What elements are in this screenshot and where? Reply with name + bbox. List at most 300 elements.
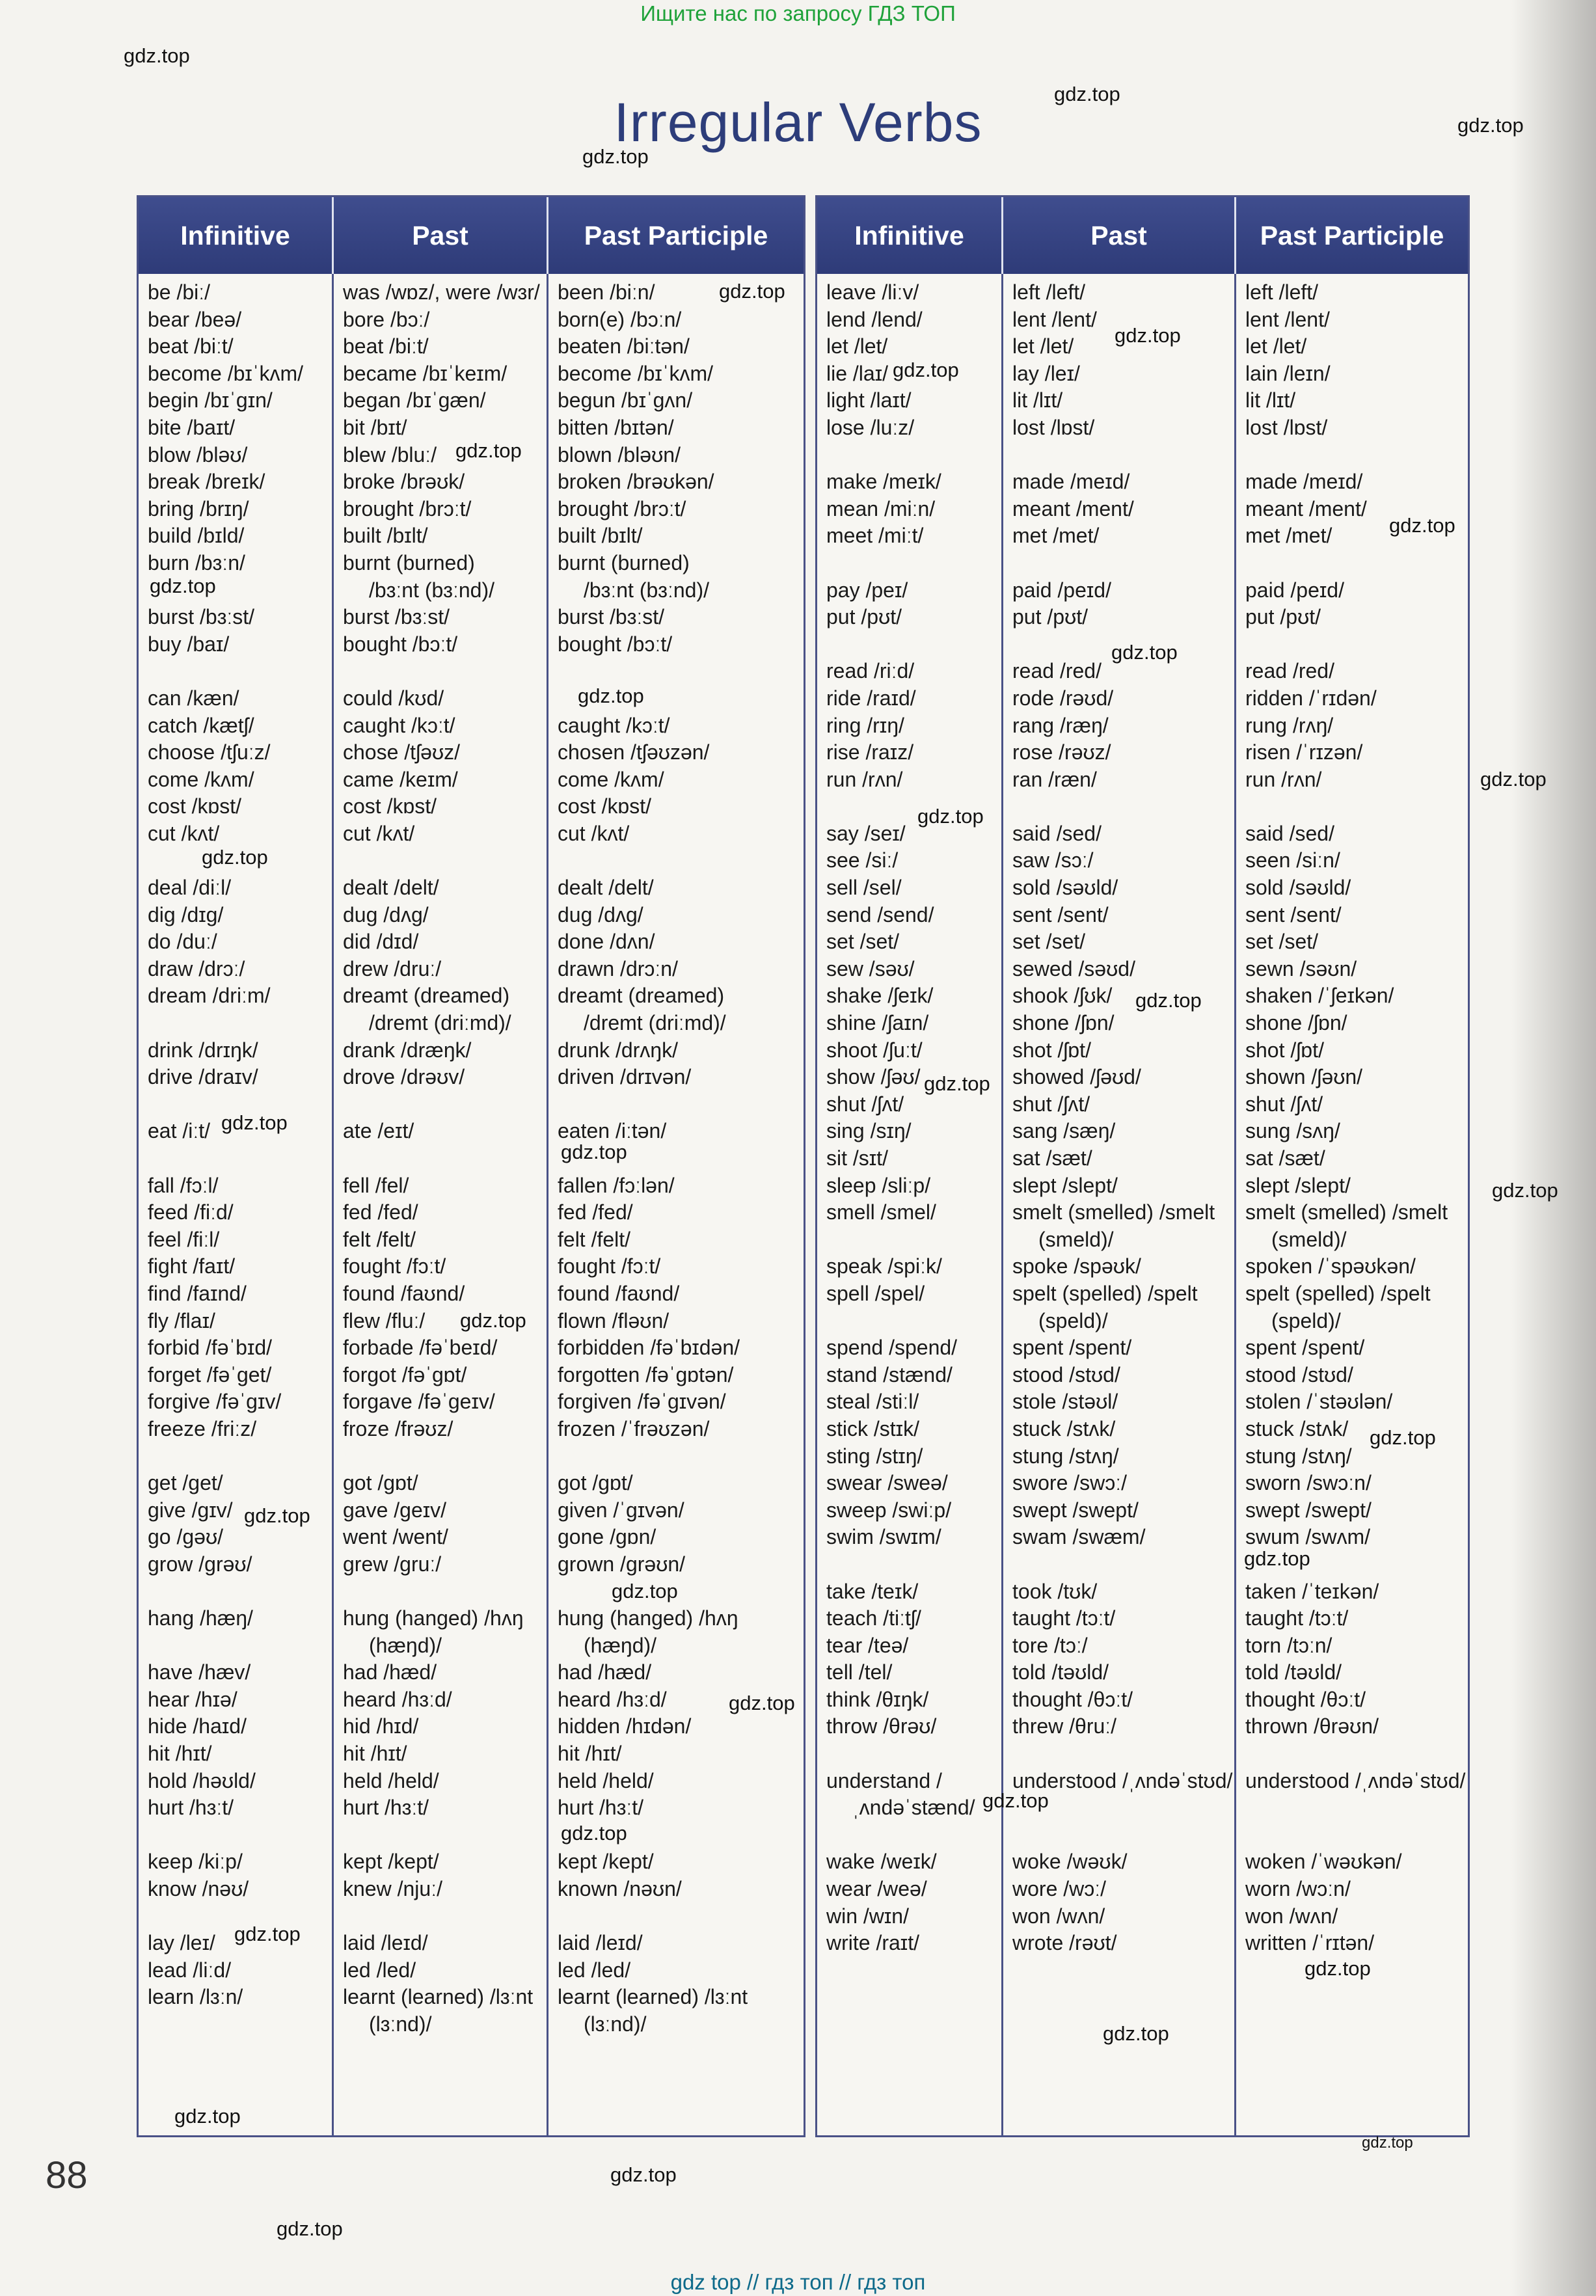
table-cell: grow /ɡrəʊ/	[148, 1552, 252, 1576]
table-cell: /bɜːnt (bɜːnd)/	[584, 578, 709, 602]
table-cell: hung (hanged) /hʌŋ	[343, 1606, 524, 1630]
table-cell: woke /wəʊk/	[1012, 1850, 1128, 1874]
watermark: gdz.top	[277, 2217, 343, 2240]
table-cell: stick /stɪk/	[826, 1416, 919, 1440]
watermark: gdz.top	[1362, 2134, 1413, 2152]
watermark: gdz.top	[1054, 83, 1120, 105]
table-cell: grown /ɡrəʊn/	[558, 1552, 686, 1576]
table-cell: went /went/	[343, 1525, 448, 1549]
table-cell: ˌʌndəˈstænd/	[852, 1796, 975, 1820]
table-cell	[558, 658, 804, 685]
table-cell: lost /lɒst/	[1245, 415, 1328, 439]
table-cell	[343, 847, 547, 874]
table-cell: drew /druː/	[343, 956, 442, 980]
table-cell	[1012, 1740, 1234, 1768]
bottom-banner-link[interactable]: gdz top // гдз топ // гдз топ	[670, 2270, 926, 2294]
table-cell: spoke /spəʊk/	[1012, 1254, 1141, 1278]
table-cell: lie /laɪ/	[826, 361, 888, 385]
past-participle-column	[548, 274, 804, 2137]
header-past-participle: Past Participle	[584, 220, 768, 250]
table-cell	[343, 1145, 547, 1172]
table-cell: shake /ʃeɪk/	[826, 984, 934, 1008]
table-cell: forgot /fəˈɡɒt/	[343, 1362, 467, 1386]
table-cell: swept /swept/	[1012, 1498, 1139, 1522]
watermark: gdz.top	[582, 145, 649, 168]
table-cell: read /red/	[1245, 659, 1334, 683]
watermark: gdz.top	[1115, 324, 1181, 347]
table-cell: fed /fed/	[343, 1200, 418, 1224]
table-cell: hid /hɪd/	[343, 1714, 419, 1738]
table-cell: left /left/	[1012, 280, 1086, 304]
table-cell: rung /rʌŋ/	[1245, 713, 1334, 737]
table-cell: speak /spiːk/	[826, 1254, 942, 1278]
table-cell: taught /tɔːt/	[1245, 1606, 1349, 1630]
table-cell: tell /tel/	[826, 1660, 893, 1684]
table-cell: (hæŋd)/	[584, 1633, 657, 1657]
table-cell: let /let/	[826, 334, 888, 358]
header-infinitive: Infinitive	[817, 197, 1003, 274]
page-edge-shadow	[1511, 0, 1596, 2296]
table-cell: felt /felt/	[558, 1227, 631, 1251]
watermark: gdz.top	[1389, 514, 1455, 537]
table-cell: let /let/	[1245, 334, 1307, 358]
table-cell: chosen /tʃəʊzən/	[558, 740, 710, 764]
table-cell: sat /sæt/	[1012, 1146, 1092, 1170]
table-cell: hide /haɪd/	[148, 1714, 247, 1738]
table-cell: rose /rəʊz/	[1012, 740, 1111, 764]
table-cell: write /raɪt/	[826, 1931, 919, 1955]
table-cell	[826, 1740, 1001, 1768]
watermark: gdz.top	[1111, 641, 1178, 664]
table-cell: fly /flaɪ/	[148, 1308, 215, 1332]
table-cell: bring /brɪŋ/	[148, 496, 249, 520]
table-cell: teach /tiːtʃ/	[826, 1606, 921, 1630]
table-cell: thought /θɔːt/	[1012, 1687, 1133, 1711]
table-cell: beaten /biːtən/	[558, 334, 690, 358]
watermark: gdz.top	[982, 1789, 1049, 1812]
table-cell: dream /driːm/	[148, 984, 271, 1008]
table-cell: shook /ʃʊk/	[1012, 984, 1113, 1008]
table-cell: /bɜːnt (bɜːnd)/	[369, 578, 494, 602]
table-cell: dreamt (dreamed)	[558, 984, 725, 1008]
table-cell: (speld)/	[1038, 1308, 1108, 1332]
table-cell: cost /kɒst/	[558, 794, 652, 818]
table-cell: understood /ˌʌndəˈstʊd/	[1012, 1768, 1233, 1792]
header-past: Past	[1003, 197, 1236, 274]
table-cell: stolen /ˈstəʊlən/	[1245, 1390, 1393, 1414]
table-cell: laid /leɪd/	[558, 1931, 643, 1955]
table-cell: set /set/	[1012, 930, 1086, 954]
table-cell: understood /ˌʌndəˈstʊd/	[1245, 1768, 1466, 1792]
table-cell	[826, 1308, 1001, 1335]
table-header-left	[139, 197, 804, 274]
table-cell: threw /θruː/	[1012, 1714, 1117, 1738]
table-cell	[1012, 442, 1234, 469]
infinitive-column	[817, 274, 1003, 2137]
table-cell	[148, 1010, 332, 1037]
table-cell: lent /lent/	[1012, 307, 1097, 331]
table-cell: sent /sent/	[1245, 902, 1342, 926]
table-cell: swear /sweə/	[826, 1471, 948, 1495]
table-cell: burst /bɜːst/	[343, 605, 450, 629]
table-cell: understand /	[826, 1768, 942, 1792]
watermark: gdz.top	[202, 846, 268, 869]
table-cell	[1245, 631, 1468, 658]
table-cell: bite /baɪt/	[148, 415, 236, 439]
table-cell: ring /rɪŋ/	[826, 713, 904, 737]
table-cell: let /let/	[1012, 334, 1074, 358]
table-cell	[558, 1903, 804, 1930]
table-cell: became /bɪˈkeɪm/	[343, 361, 507, 385]
table-cell: become /bɪˈkʌm/	[558, 361, 714, 385]
table-cell: spend /spend/	[826, 1336, 958, 1360]
table-cell: lost /lɒst/	[1012, 415, 1095, 439]
table-cell: come /kʌm/	[558, 767, 664, 791]
table-cell: drank /dræŋk/	[343, 1038, 472, 1062]
table-cell: blown /bləʊn/	[558, 442, 681, 466]
table-cell	[343, 1903, 547, 1930]
table-cell	[343, 1091, 547, 1118]
verbs-table-left	[137, 195, 805, 2137]
table-cell: knew /njuː/	[343, 1877, 442, 1901]
table-cell: ate /eɪt/	[343, 1119, 414, 1143]
table-cell: bought /bɔːt/	[343, 632, 458, 656]
table-cell: grew /ɡruː/	[343, 1552, 442, 1576]
watermark: gdz.top	[1103, 2022, 1169, 2045]
table-cell: led /led/	[558, 1958, 631, 1982]
table-cell: lain /leɪn/	[1245, 361, 1331, 385]
table-cell	[1245, 1794, 1468, 1822]
table-cell: lay /leɪ/	[148, 1931, 215, 1955]
watermark: gdz.top	[455, 439, 522, 462]
table-cell: sell /sel/	[826, 876, 902, 900]
table-cell: kept /kept/	[558, 1850, 654, 1874]
table-cell: taught /tɔːt/	[1012, 1606, 1116, 1630]
table-cell: show /ʃəʊ/	[826, 1065, 921, 1089]
table-cell: rang /ræŋ/	[1012, 713, 1109, 737]
table-cell: given /ˈɡɪvən/	[558, 1498, 684, 1522]
table-cell: draw /drɔː/	[148, 956, 245, 980]
table-cell: catch /kætʃ/	[148, 713, 254, 737]
table-cell	[1012, 1822, 1234, 1849]
table-cell: win /wɪn/	[826, 1904, 909, 1928]
table-cell: spell /spel/	[826, 1281, 925, 1305]
table-cell: sting /stɪŋ/	[826, 1444, 923, 1468]
table-cell: drunk /drʌŋk/	[558, 1038, 678, 1062]
table-cell: shut /ʃʌt/	[1012, 1092, 1090, 1116]
table-cell: won /wʌn/	[1012, 1904, 1105, 1928]
table-cell: found /faʊnd/	[558, 1281, 680, 1305]
table-cell: stand /stænd/	[826, 1362, 953, 1386]
table-cell: buy /baɪ/	[148, 632, 230, 656]
table-cell: eat /iːt/	[148, 1119, 211, 1143]
table-cell: showed /ʃəʊd/	[1012, 1065, 1141, 1089]
table-cell: lit /lɪt/	[1012, 388, 1063, 412]
table-cell	[826, 631, 1001, 658]
table-cell: told /təʊld/	[1245, 1660, 1342, 1684]
table-cell: make /meɪk/	[826, 470, 941, 494]
table-cell: mean /miːn/	[826, 496, 936, 520]
watermark: gdz.top	[729, 1692, 795, 1714]
table-cell: led /led/	[343, 1958, 416, 1982]
table-cell: hidden /hɪdən/	[558, 1714, 692, 1738]
table-cell: made /meɪd/	[1012, 470, 1130, 494]
table-cell: sent /sent/	[1012, 902, 1109, 926]
table-cell: sold /səʊld/	[1012, 876, 1118, 900]
watermark: gdz.top	[124, 44, 190, 67]
table-cell: take /teɪk/	[826, 1579, 919, 1603]
table-cell: sleep /sliːp/	[826, 1173, 931, 1197]
table-cell: froze /frəʊz/	[343, 1416, 453, 1440]
table-cell: (smeld)/	[1038, 1227, 1114, 1251]
table-cell	[148, 1632, 332, 1660]
table-cell: hit /hɪt/	[558, 1742, 622, 1766]
table-cell: begun /bɪˈɡʌn/	[558, 388, 693, 412]
table-cell: laid /leɪd/	[343, 1931, 428, 1955]
table-cell: go /ɡəʊ/	[148, 1525, 224, 1549]
table-cell: taken /ˈteɪkən/	[1245, 1579, 1379, 1603]
table-cell: shone /ʃɒn/	[1245, 1011, 1347, 1035]
table-cell: sung /sʌŋ/	[1245, 1119, 1340, 1143]
table-cell: bought /bɔːt/	[558, 632, 673, 656]
table-cell: sit /sɪt/	[826, 1146, 888, 1170]
table-cell: (smeld)/	[1271, 1227, 1347, 1251]
table-cell: leave /liːv/	[826, 280, 919, 304]
table-cell: stole /stəʊl/	[1012, 1390, 1118, 1414]
watermark: gdz.top	[234, 1923, 301, 1945]
table-cell: cut /kʌt/	[558, 821, 630, 845]
table-cell: met /met/	[1012, 524, 1100, 548]
table-cell: made /meɪd/	[1245, 470, 1363, 494]
table-cell: fell /fel/	[343, 1173, 409, 1197]
table-cell: beat /biːt/	[343, 334, 429, 358]
table-cell: wake /weɪk/	[826, 1850, 937, 1874]
table-cell: thrown /θrəʊn/	[1245, 1714, 1379, 1738]
table-cell: forgiven /fəˈɡɪvən/	[558, 1390, 726, 1414]
table-cell: come /kʌm/	[148, 767, 254, 791]
table-cell: left /left/	[1245, 280, 1319, 304]
table-cell: light /laɪt/	[826, 388, 912, 412]
table-cell	[826, 1822, 1001, 1849]
table-cell: lose /luːz/	[826, 415, 915, 439]
table-cell: paid /peɪd/	[1012, 578, 1111, 602]
table-cell: forgive /fəˈɡɪv/	[148, 1390, 282, 1414]
table-cell: stood /stʊd/	[1012, 1362, 1120, 1386]
table-cell: find /faɪnd/	[148, 1281, 247, 1305]
watermark: gdz.top	[1370, 1426, 1436, 1449]
table-cell: bore /bɔː/	[343, 307, 430, 331]
table-cell: fall /fɔːl/	[148, 1173, 219, 1197]
table-cell: got /ɡɒt/	[343, 1471, 418, 1495]
page-title: Irregular Verbs	[614, 92, 982, 153]
table-cell	[148, 1578, 332, 1606]
table-cell	[343, 658, 547, 685]
table-cell: caught /kɔːt/	[558, 713, 670, 737]
table-cell: shut /ʃʌt/	[826, 1092, 904, 1116]
table-cell: tear /teə/	[826, 1633, 909, 1657]
table-cell: flown /fləʊn/	[558, 1308, 670, 1332]
table-cell: could /kʊd/	[343, 686, 444, 710]
table-cell: wrote /rəʊt/	[1012, 1931, 1117, 1955]
table-cell: sewn /səʊn/	[1245, 956, 1357, 980]
table-cell	[148, 1443, 332, 1470]
table-cell	[558, 1578, 804, 1606]
table-cell: say /seɪ/	[826, 821, 906, 845]
table-cell	[826, 550, 1001, 577]
table-cell: set /set/	[826, 930, 900, 954]
table-cell: bit /bɪt/	[343, 415, 407, 439]
table-cell: heard /hɜːd/	[558, 1687, 667, 1711]
table-cell: spoken /ˈspəʊkən/	[1245, 1254, 1416, 1278]
page-number: 88	[46, 2154, 88, 2196]
table-cell: /dremt (driːmd)/	[369, 1011, 511, 1035]
watermark: gdz.top	[1305, 1957, 1371, 1980]
top-banner-link[interactable]: Ищите нас по запросу ГДЗ ТОП	[640, 1, 956, 25]
infinitive-column	[139, 274, 334, 2137]
table-cell: burnt (burned)	[343, 550, 475, 574]
table-cell: (lɜːnd)/	[369, 2012, 432, 2036]
table-cell: become /bɪˈkʌm/	[148, 361, 304, 385]
table-cell: fed /fed/	[558, 1200, 633, 1224]
table-cell	[1012, 793, 1234, 820]
table-cell	[558, 1091, 804, 1118]
table-cell: frozen /ˈfrəʊzən/	[558, 1416, 710, 1440]
table-cell: been /biːn/	[558, 280, 655, 304]
watermark: gdz.top	[610, 2163, 677, 2186]
table-cell: stuck /stʌk/	[1245, 1416, 1349, 1440]
watermark: gdz.top	[924, 1072, 990, 1095]
table-cell: sew /səʊ/	[826, 956, 915, 980]
table-cell: feed /fiːd/	[148, 1200, 234, 1224]
table-cell: wear /weə/	[826, 1877, 927, 1901]
header-infinitive: Infinitive	[139, 197, 334, 274]
table-cell: swore /swɔː/	[1012, 1471, 1128, 1495]
table-cell: put /pʊt/	[1245, 605, 1321, 629]
table-cell: swim /swɪm/	[826, 1525, 941, 1549]
table-cell: gave /ɡeɪv/	[343, 1498, 447, 1522]
table-cell: driven /drɪvən/	[558, 1065, 692, 1089]
table-cell: broken /brəʊkən/	[558, 470, 714, 494]
table-cell: forget /fəˈɡet/	[148, 1362, 272, 1386]
table-cell: swum /swʌm/	[1245, 1525, 1370, 1549]
table-cell: throw /θrəʊ/	[826, 1714, 937, 1738]
table-cell: smelt (smelled) /smelt	[1245, 1200, 1448, 1224]
header-past: Past	[334, 197, 548, 274]
table-cell: rise /raɪz/	[826, 740, 914, 764]
table-cell: freeze /friːz/	[148, 1416, 257, 1440]
table-cell: dig /dɪɡ/	[148, 902, 224, 926]
watermark: gdz.top	[578, 684, 644, 707]
table-cell: dreamt (dreamed)	[343, 984, 510, 1008]
table-cell: hurt /hɜːt/	[343, 1796, 429, 1820]
past-column	[1003, 274, 1236, 2137]
table-cell: choose /tʃuːz/	[148, 740, 271, 764]
table-cell: woken /ˈwəʊkən/	[1245, 1850, 1402, 1874]
table-cell: thought /θɔːt/	[1245, 1687, 1366, 1711]
table-cell: forbidden /fəˈbɪdən/	[558, 1336, 740, 1360]
table-cell: held /held/	[343, 1768, 439, 1792]
table-cell: heard /hɜːd/	[343, 1687, 452, 1711]
watermark: gdz.top	[1135, 989, 1202, 1012]
table-cell: written /ˈrɪtən/	[1245, 1931, 1375, 1955]
table-cell: saw /sɔː/	[1012, 848, 1094, 872]
table-cell: had /hæd/	[558, 1660, 652, 1684]
table-cell: cut /kʌt/	[148, 821, 220, 845]
table-cell: dealt /delt/	[558, 876, 654, 900]
table-cell: put /pʊt/	[1012, 605, 1089, 629]
table-cell: meant /ment/	[1245, 496, 1367, 520]
verbs-table-right	[815, 195, 1470, 2137]
watermark: gdz.top	[150, 574, 216, 597]
table-cell: fought /fɔːt/	[558, 1254, 661, 1278]
table-cell	[1245, 1740, 1468, 1768]
table-cell: fight /faɪt/	[148, 1254, 236, 1278]
table-cell: won /wʌn/	[1245, 1904, 1338, 1928]
watermark: gdz.top	[561, 1822, 627, 1844]
table-cell: tore /tɔː/	[1012, 1633, 1088, 1657]
watermark: gdz.top	[1492, 1179, 1558, 1202]
table-cell: pay /peɪ/	[826, 578, 908, 602]
table-cell: sewed /səʊd/	[1012, 956, 1135, 980]
table-cell: learnt (learned) /lɜːnt	[343, 1985, 534, 2009]
table-cell: torn /tɔːn/	[1245, 1633, 1332, 1657]
table-cell: read /riːd/	[826, 659, 915, 683]
past-participle-column	[1236, 274, 1468, 2137]
table-cell: found /faʊnd/	[343, 1281, 465, 1305]
table-cell: built /bɪlt/	[343, 524, 428, 548]
table-cell: hold /həʊld/	[148, 1768, 256, 1792]
table-cell: (speld)/	[1271, 1308, 1341, 1332]
table-cell: sold /səʊld/	[1245, 876, 1351, 900]
table-cell: eaten /iːtən/	[558, 1119, 667, 1143]
table-cell: drawn /drɔːn/	[558, 956, 678, 980]
table-cell	[1245, 442, 1468, 469]
table-cell: swam /swæm/	[1012, 1525, 1146, 1549]
watermark: gdz.top	[460, 1309, 526, 1332]
table-cell: smell /smel/	[826, 1200, 936, 1224]
table-cell: chose /tʃəʊz/	[343, 740, 461, 764]
table-cell: send /send/	[826, 902, 934, 926]
table-cell: slept /slept/	[1245, 1173, 1351, 1197]
table-cell: drink /drɪŋk/	[148, 1038, 258, 1062]
past-column	[334, 274, 548, 2137]
table-cell: lead /liːd/	[148, 1958, 232, 1982]
table-cell: sang /sæŋ/	[1012, 1119, 1116, 1143]
table-cell: held /held/	[558, 1768, 654, 1792]
table-cell: met /met/	[1245, 524, 1332, 548]
table-cell	[343, 1443, 547, 1470]
table-cell: worn /wɔːn/	[1245, 1877, 1351, 1901]
table-cell: spelt (spelled) /spelt	[1245, 1281, 1431, 1305]
table-cell: felt /felt/	[343, 1227, 416, 1251]
table-cell: swept /swept/	[1245, 1498, 1372, 1522]
table-cell: ran /ræn/	[1012, 767, 1097, 791]
table-cell: lent /lent/	[1245, 307, 1330, 331]
table-cell: lend /lend/	[826, 307, 923, 331]
table-cell: steal /stiːl/	[826, 1390, 919, 1414]
table-cell: shine /ʃaɪn/	[826, 1011, 929, 1035]
watermark: gdz.top	[917, 805, 984, 828]
table-cell: brought /brɔːt/	[558, 496, 686, 520]
table-cell: risen /ˈrɪzən/	[1245, 740, 1363, 764]
table-cell: cost /kɒst/	[343, 794, 437, 818]
table-cell: bear /beə/	[148, 307, 242, 331]
table-cell: can /kæn/	[148, 686, 239, 710]
table-cell	[1012, 550, 1234, 577]
table-cell: hurt /hɜːt/	[558, 1796, 644, 1820]
table-cell: forgotten /fəˈɡɒtən/	[558, 1362, 734, 1386]
table-cell	[558, 847, 804, 874]
